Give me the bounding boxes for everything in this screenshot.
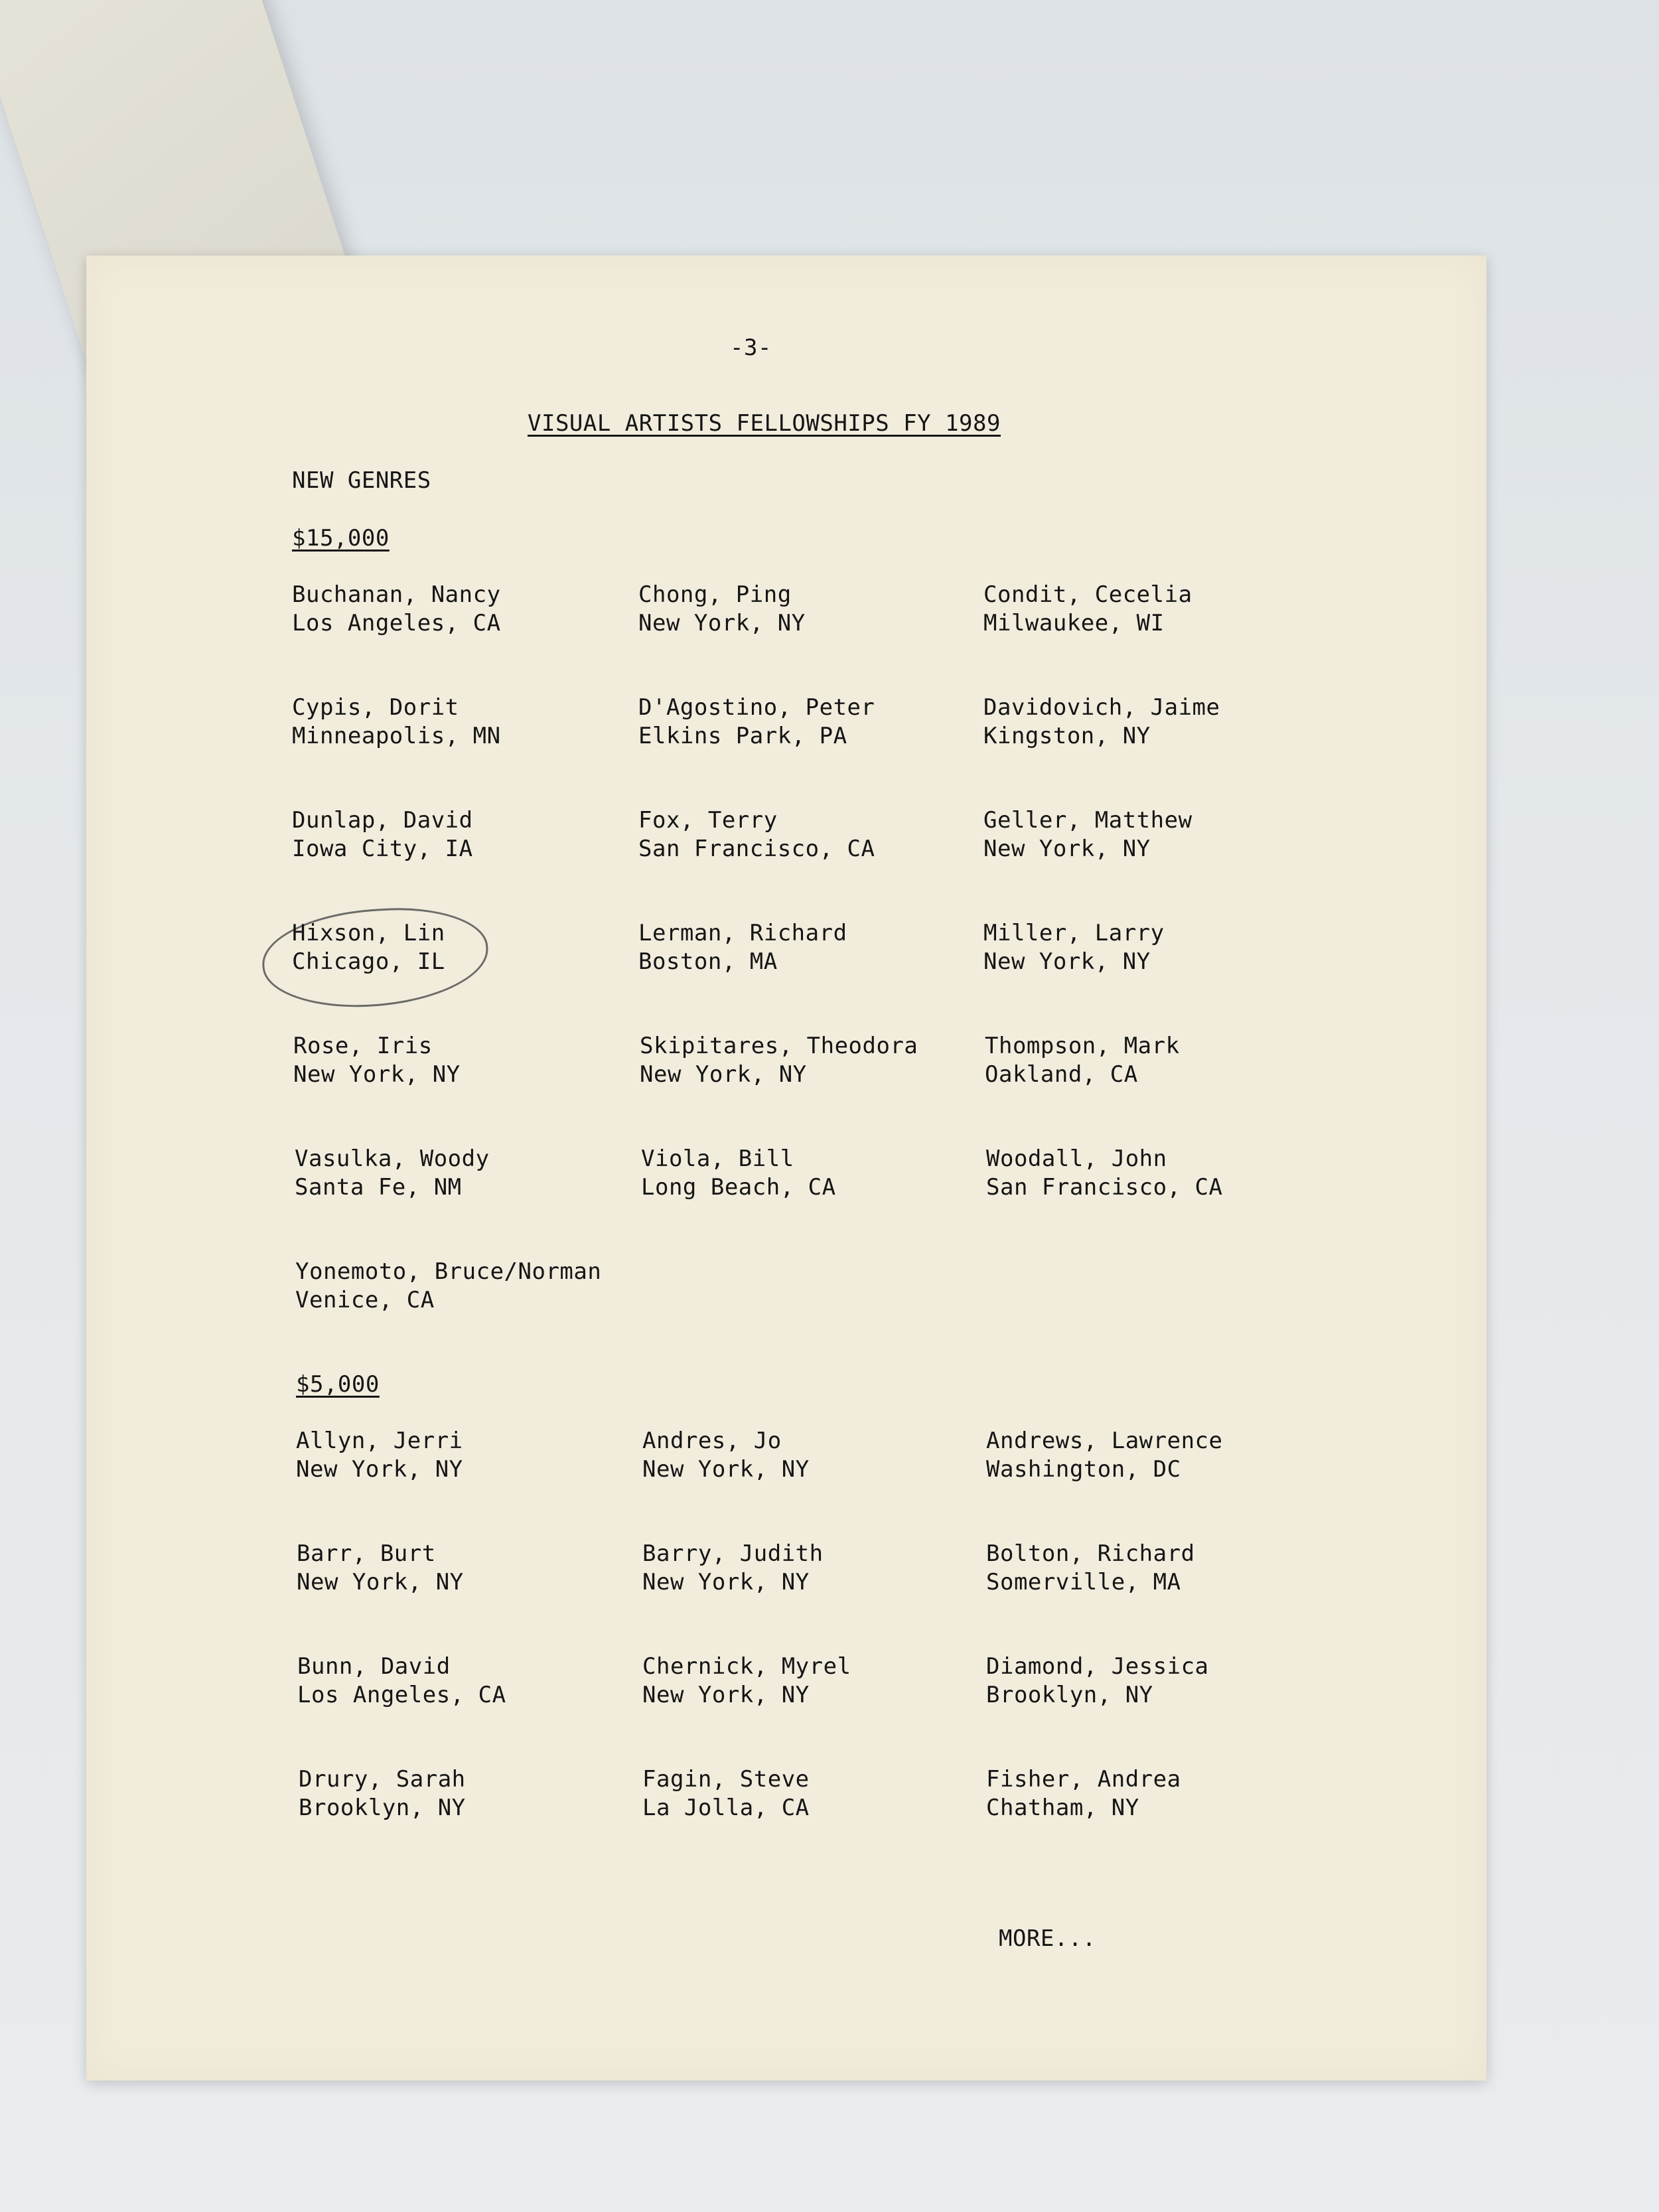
- fellow-city: New York, NY: [297, 1569, 464, 1595]
- fellow-name: Andres, Jo: [642, 1428, 782, 1454]
- fellow-entry: [983, 919, 1165, 976]
- fellow-city: Oakland, CA: [985, 1061, 1138, 1088]
- amount-heading-15000: $15,000: [292, 525, 390, 552]
- fellow-entry: [638, 919, 847, 976]
- fellow-entry: [642, 1765, 810, 1822]
- fellow-city: Long Beach, CA: [641, 1174, 836, 1201]
- fellow-entry: [292, 806, 473, 863]
- section-heading: NEW GENRES: [292, 467, 431, 494]
- fellow-name: Davidovich, Jaime: [983, 694, 1220, 721]
- fellow-name: Diamond, Jessica: [986, 1653, 1209, 1680]
- fellow-city: San Francisco, CA: [986, 1174, 1223, 1201]
- fellow-city: Elkins Park, PA: [638, 723, 847, 749]
- fellow-city: Los Angeles, CA: [297, 1682, 506, 1708]
- fellow-entry: [983, 806, 1192, 863]
- fellow-entry: [638, 694, 875, 751]
- continued-footer: MORE...: [999, 1925, 1096, 1952]
- fellow-name: Lerman, Richard: [638, 920, 847, 946]
- page-number: -3-: [730, 334, 772, 361]
- fellow-entry: [985, 1032, 1180, 1089]
- fellow-name: Rose, Iris: [293, 1033, 433, 1059]
- fellow-name: Condit, Cecelia: [983, 581, 1192, 608]
- fellow-entry: [292, 919, 445, 976]
- fellow-name: Barry, Judith: [642, 1540, 824, 1567]
- fellow-entry: [986, 1145, 1223, 1202]
- fellow-name: Chong, Ping: [638, 581, 792, 608]
- fellow-name: Woodall, John: [986, 1145, 1167, 1172]
- fellow-name: Geller, Matthew: [983, 807, 1192, 834]
- fellow-city: Los Angeles, CA: [292, 610, 501, 636]
- fellow-entry: [293, 1032, 461, 1089]
- fellow-city: San Francisco, CA: [638, 836, 875, 862]
- fellow-city: Chicago, IL: [292, 948, 445, 975]
- fellow-entry: [297, 1540, 464, 1597]
- fellow-entry: [641, 1145, 836, 1202]
- fellow-name: Hixson, Lin: [292, 920, 445, 946]
- fellow-name: Fagin, Steve: [642, 1766, 810, 1793]
- fellow-entry: [292, 581, 501, 638]
- fellow-city: New York, NY: [642, 1682, 810, 1708]
- fellow-city: La Jolla, CA: [642, 1795, 810, 1821]
- fellow-city: Venice, CA: [295, 1287, 435, 1313]
- fellow-city: New York, NY: [983, 948, 1151, 975]
- fellow-city: Brooklyn, NY: [299, 1795, 466, 1821]
- fellow-entry: [642, 1427, 810, 1484]
- fellow-name: Vasulka, Woody: [295, 1145, 490, 1172]
- fellow-entry: [292, 694, 501, 751]
- fellow-entry: [640, 1032, 918, 1089]
- fellow-name: D'Agostino, Peter: [638, 694, 875, 721]
- fellow-city: New York, NY: [642, 1456, 810, 1483]
- fellow-name: Fisher, Andrea: [986, 1766, 1181, 1793]
- fellow-entry: [983, 694, 1220, 751]
- fellow-city: Somerville, MA: [986, 1569, 1181, 1595]
- fellow-name: Bunn, David: [297, 1653, 451, 1680]
- fellow-city: New York, NY: [296, 1456, 463, 1483]
- fellow-name: Cypis, Dorit: [292, 694, 459, 721]
- fellow-entry: [638, 581, 806, 638]
- fellow-city: New York, NY: [642, 1569, 810, 1595]
- fellow-entry: [986, 1765, 1181, 1822]
- fellow-name: Chernick, Myrel: [642, 1653, 851, 1680]
- fellow-city: Kingston, NY: [983, 723, 1151, 749]
- fellow-city: New York, NY: [983, 836, 1151, 862]
- fellow-city: Minneapolis, MN: [292, 723, 501, 749]
- document-title: VISUAL ARTISTS FELLOWSHIPS FY 1989: [528, 410, 1001, 437]
- fellow-name: Skipitares, Theodora: [640, 1033, 918, 1059]
- fellow-name: Buchanan, Nancy: [292, 581, 501, 608]
- fellow-entry: [642, 1540, 824, 1597]
- fellow-city: New York, NY: [640, 1061, 807, 1088]
- fellow-entry: [296, 1427, 463, 1484]
- fellow-name: Viola, Bill: [641, 1145, 794, 1172]
- fellow-name: Bolton, Richard: [986, 1540, 1195, 1567]
- fellow-name: Thompson, Mark: [985, 1033, 1180, 1059]
- amount-heading-5000: $5,000: [296, 1371, 380, 1398]
- fellow-entry: [986, 1653, 1209, 1710]
- fellow-name: Drury, Sarah: [299, 1766, 466, 1793]
- fellow-entry: [638, 806, 875, 863]
- fellow-city: Washington, DC: [986, 1456, 1181, 1483]
- fellow-entry: [297, 1653, 506, 1710]
- fellow-name: Allyn, Jerri: [296, 1428, 463, 1454]
- fellow-city: New York, NY: [293, 1061, 461, 1088]
- fellow-city: New York, NY: [638, 610, 806, 636]
- fellow-city: Chatham, NY: [986, 1795, 1139, 1821]
- fellow-entry: [986, 1427, 1223, 1484]
- fellow-entry: [642, 1653, 851, 1710]
- fellow-entry: [295, 1258, 601, 1315]
- fellow-name: Miller, Larry: [983, 920, 1165, 946]
- fellow-name: Fox, Terry: [638, 807, 778, 834]
- document-page: [86, 256, 1486, 2081]
- fellow-name: Andrews, Lawrence: [986, 1428, 1223, 1454]
- fellow-city: Iowa City, IA: [292, 836, 473, 862]
- fellow-entry: [299, 1765, 466, 1822]
- fellow-name: Dunlap, David: [292, 807, 473, 834]
- fellow-city: Brooklyn, NY: [986, 1682, 1153, 1708]
- fellow-city: Santa Fe, NM: [295, 1174, 462, 1201]
- fellow-city: Boston, MA: [638, 948, 778, 975]
- fellow-city: Milwaukee, WI: [983, 610, 1165, 636]
- fellow-name: Barr, Burt: [297, 1540, 436, 1567]
- fellow-entry: [295, 1145, 490, 1202]
- fellow-entry: [983, 581, 1192, 638]
- fellow-entry: [986, 1540, 1195, 1597]
- fellow-name: Yonemoto, Bruce/Norman: [295, 1258, 602, 1285]
